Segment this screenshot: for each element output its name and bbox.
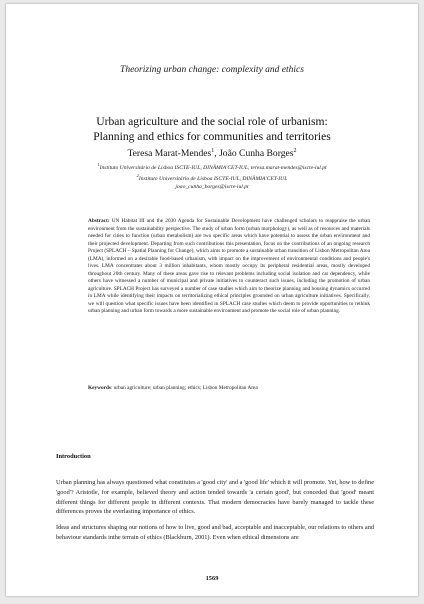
affiliation-2-email: joao_cunha_borges@iscte-iul.pt — [175, 183, 249, 190]
paragraph: Ideas and structures shaping our notions of how to live, good and bad, acceptable and inacceptable, our relations to others and behaviour standards inthe terrain of ethics (Blackburn, 2001). Even when ethical dimensions are — [56, 524, 374, 541]
affiliations — [46, 161, 378, 191]
keywords-label: Keywords — [88, 385, 111, 391]
author-name: João Cunha Borges — [219, 148, 294, 160]
title-line-1: Urban agriculture and the social role of urbanism: — [96, 115, 328, 128]
affiliation-text: Instituto Universitário de Lisboa ISCTE-IUL, DINÂMIA'CET-IUL, teresa.marat-mendes@iscte-iul.pt — [99, 164, 327, 171]
author-name: Teresa Marat-Mendes — [127, 148, 212, 160]
paper-page — [6, 4, 418, 596]
keywords — [88, 385, 370, 393]
keywords-text: : urban agriculture; urban planning; ethics; Lisbon Metropolitan Area — [110, 385, 258, 391]
abstract-text: UN Habitat III and the 2030 Agenda for Sustainable Development have challenged scholars to reappraise the urban environment from the sustainability perspective. The study of urban form (urban morphology), as well as of resources and materials needed for cities to function (urban metabolism) are two specific areas which have potential to assess the urban environment and their projected development. Departing from such contributions this presentation, focus on the contributions of an ongoing research Project (SPLACH – Spatial Planning for Change), which aims to promote a sustainable urban transition of Lisbon Metropolitan Area (LMA), informed on a desirable food-based urbanism, with impact on the improvement of environmental conditions and people's lives. LMA concentrates about 3 million inhabitants, whom mostly occupy its peripheral residential areas, mostly developed throughout 20th century. Many of these areas gave rise to relevant problems including social isolation and car dependency, while others have witnessed a number of municipal and private initiatives to counteract such issues, including the promotion of urban agriculture. SPLACH Project has surveyed a number of case studies which aim to theorize planning and housing dynamics occurred in LMA while identifying their impacts on territorializing ethical principles grounded on urban agriculture initiatives. Specifically, we will question what specific issues have been identified in SPLACH case studies which deem to provide opportunities to rethink urban planning and urban form towards a more sustainable environment and promote the social role of urban planning. — [88, 218, 371, 314]
author-separator: , — [214, 148, 220, 160]
section-heading-introduction: Introduction — [56, 453, 91, 460]
page-number: 1569 — [205, 575, 219, 582]
running-head: Theorizing urban change: complexity and ethics — [120, 65, 304, 75]
author-affil-marker: 1 — [211, 148, 215, 154]
title-line-2: Planning and ethics for communities and territories — [93, 130, 331, 143]
author-affil-marker: 2 — [293, 148, 297, 154]
affil-marker: 2 — [136, 172, 139, 178]
affiliation-1 — [46, 161, 378, 172]
affiliation-text: Instituto Universitário de Lisboa ISCTE-IUL, DINÂMIA'CET-IUL — [138, 175, 288, 182]
abstract — [88, 218, 370, 316]
paragraph: Urban planning has always questioned what constitutes a 'good city' and a 'good life' which it will promote. Yet, how to define 'good'? Aristotle, for example, believed theory and action tended towards 'a certain good', but conceded that 'good' meant different things for different people in different contexts. That modern democracies have barely managed to tackle these differences proves the everlasting importance of ethics. — [56, 479, 374, 516]
affil-marker: 1 — [97, 162, 100, 167]
author-list — [46, 148, 378, 159]
paper-title — [46, 114, 378, 144]
introduction-body — [56, 478, 374, 549]
abstract-label: Abstract: — [88, 218, 110, 224]
affiliation-2 — [46, 172, 378, 183]
